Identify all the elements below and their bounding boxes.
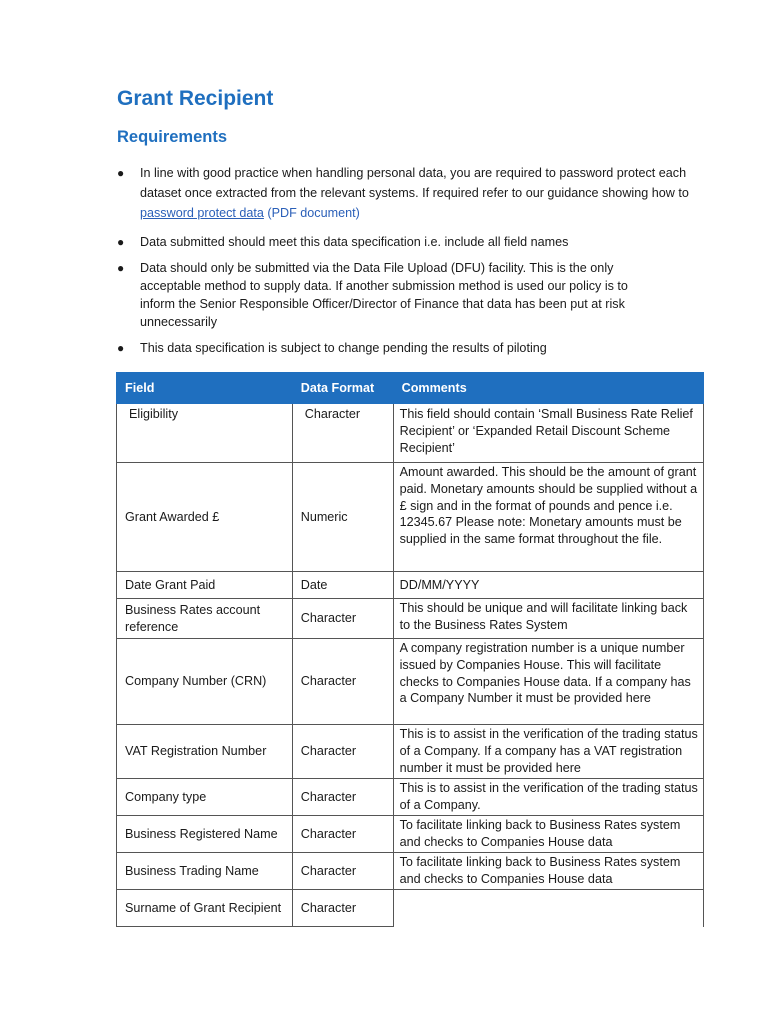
list-item [117, 163, 717, 223]
table-row [117, 725, 704, 779]
format-cell: Date [292, 572, 393, 599]
data-specification-table [116, 372, 704, 927]
comments-cell: To facilitate linking back to Business Rates system and checks to Companies House data [393, 816, 703, 853]
field-cell: Business Registered Name [117, 816, 293, 853]
header-field: Field [117, 373, 293, 404]
table-row [117, 404, 704, 463]
page-title: Grant Recipient [117, 87, 274, 110]
comments-cell: This is to assist in the verification of the trading status of a Company. If a company has a VAT registration number it must be provided here [393, 725, 703, 779]
comments-cell: This should be unique and will facilitate linking back to the Business Rates System [393, 599, 703, 639]
format-cell: Character [292, 779, 393, 816]
format-cell: Character [292, 639, 393, 725]
bullet-text: In line with good practice when handling personal data, you are required to password protect each dataset once extracted from the relevant systems. If required refer to our guidance showing how to [140, 166, 689, 200]
table-row [117, 890, 704, 927]
format-cell: Character [292, 725, 393, 779]
bullet-icon: ● [117, 261, 125, 275]
comments-cell: Amount awarded. This should be the amount of grant paid. Monetary amounts should be supplied without a £ sign and in the format of pounds and pence i.e. 12345.67 Please note: Monetary amounts must be supplied in the same format throughout the file. [393, 463, 703, 572]
table-row [117, 639, 704, 725]
bullet-icon: ● [117, 341, 125, 355]
format-cell: Character [292, 404, 393, 463]
comments-cell: To facilitate linking back to Business Rates system and checks to Companies House data [393, 853, 703, 890]
format-cell: Character [292, 890, 393, 927]
list-item [117, 259, 660, 331]
bullet-text: This data specification is subject to change pending the results of piloting [140, 341, 547, 355]
list-item [117, 339, 717, 357]
bullet-icon: ● [117, 235, 125, 249]
format-cell: Character [292, 853, 393, 890]
table-row [117, 853, 704, 890]
list-item [117, 233, 717, 251]
comments-cell: A company registration number is a unique number issued by Companies House. This will facilitate checks to Companies House data. If a company has a Company Number it must be provided here [393, 639, 703, 725]
field-cell: Business Rates account reference [117, 599, 293, 639]
field-cell: Surname of Grant Recipient [117, 890, 293, 927]
bullet-icon: ● [117, 166, 125, 180]
format-cell: Character [292, 599, 393, 639]
table-row [117, 816, 704, 853]
password-guidance-link[interactable]: password protect data [140, 206, 264, 220]
field-cell: VAT Registration Number [117, 725, 293, 779]
table-row [117, 463, 704, 572]
table-row [117, 572, 704, 599]
field-cell: Date Grant Paid [117, 572, 293, 599]
format-cell: Character [292, 816, 393, 853]
comments-cell: DD/MM/YYYY [393, 572, 703, 599]
comments-cell [393, 890, 703, 927]
field-cell: Grant Awarded £ [117, 463, 293, 572]
table-row [117, 779, 704, 816]
field-cell: Company Number (CRN) [117, 639, 293, 725]
field-cell: Company type [117, 779, 293, 816]
header-comments: Comments [393, 373, 703, 404]
comments-cell: This is to assist in the verification of the trading status of a Company. [393, 779, 703, 816]
requirements-list [117, 163, 717, 357]
comments-cell: This field should contain ‘Small Business Rate Relief Recipient’ or ‘Expanded Retail Discount Scheme Recipient’ [393, 404, 703, 463]
bullet-text: Data submitted should meet this data specification i.e. include all field names [140, 235, 569, 249]
link-suffix: (PDF document) [263, 206, 360, 220]
section-heading: Requirements [117, 128, 228, 146]
field-cell: Eligibility [117, 404, 293, 463]
table-header-row [117, 373, 704, 404]
header-data-format: Data Format [292, 373, 393, 404]
format-cell: Numeric [292, 463, 393, 572]
bullet-text: Data should only be submitted via the Data File Upload (DFU) facility. This is the only acceptable method to supply data. If another submission method is used our policy is to inform the Senior Responsible Officer/Director of Finance that data has been put at risk unnecessarily [140, 261, 628, 329]
field-cell: Business Trading Name [117, 853, 293, 890]
table-row [117, 599, 704, 639]
